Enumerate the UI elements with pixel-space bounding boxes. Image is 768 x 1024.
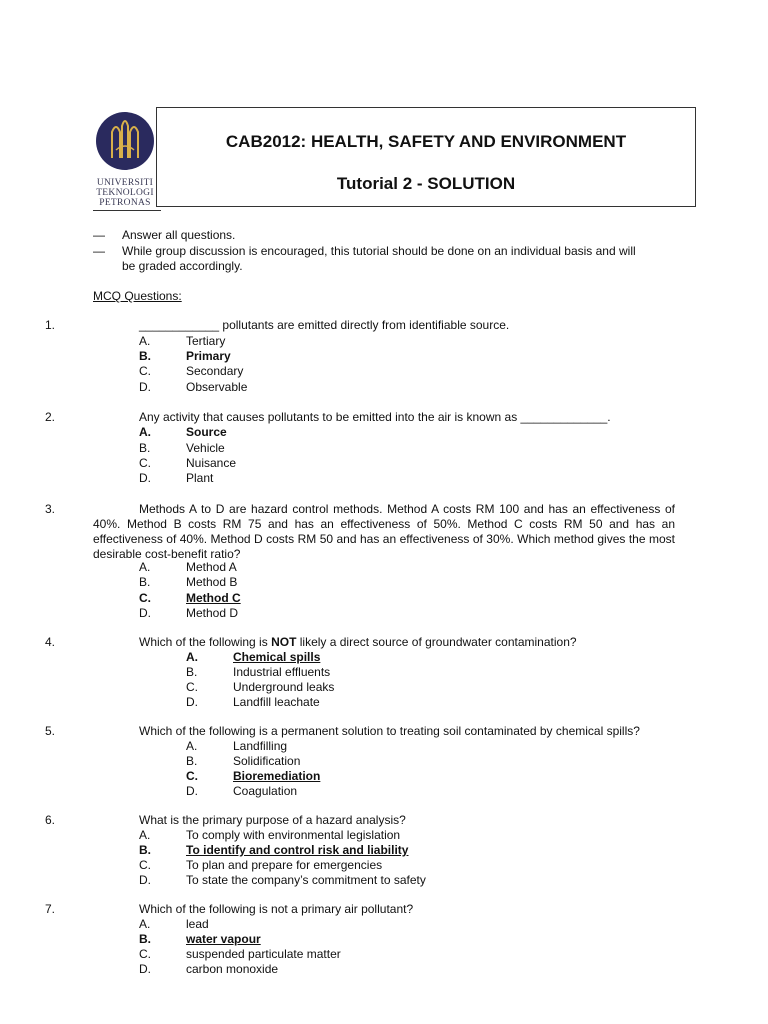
q6-option-b-letter: B. <box>139 843 151 857</box>
question-3-text: Methods A to D are hazard control methods. Method A costs RM 100 and has an effectiveness of 40%. Method B costs RM 75 and has an effectiveness of 50%. Method C costs RM 50 and has an effectiveness of 40%. Method D costs RM 50 and has an effectiveness of 30%. Which method gives the most desirable cost-benefit ratio? <box>93 502 675 561</box>
q4-option-a-text: Chemical spills <box>233 650 321 664</box>
question-2-text: Any activity that causes pollutants to be emitted into the air is known as _____________. <box>139 410 611 424</box>
q2-option-c-text: Nuisance <box>186 456 237 470</box>
question-4-number: 4. <box>45 635 56 649</box>
instruction-dash-2: — <box>93 244 105 258</box>
q1-option-b-letter: B. <box>139 349 151 363</box>
q4-option-c-text: Underground leaks <box>233 680 335 694</box>
question-4-text-after: likely a direct source of groundwater contamination? <box>296 635 577 649</box>
q2-option-d-letter: D. <box>139 471 151 485</box>
q7-option-c-letter: C. <box>139 947 151 961</box>
q5-option-d-text: Coagulation <box>233 784 298 798</box>
q1-option-a-letter: A. <box>139 334 151 348</box>
instruction-2: While group discussion is encouraged, this tutorial should be done on an individual basis and will <box>122 244 636 258</box>
question-7-text: Which of the following is not a primary air pollutant? <box>139 902 414 916</box>
question-4-text-before: Which of the following is <box>139 635 272 649</box>
tutorial-title: Tutorial 2 - SOLUTION <box>336 174 516 193</box>
question-6-number: 6. <box>45 813 56 827</box>
q5-option-b-letter: B. <box>186 754 198 768</box>
q1-option-d-text: Observable <box>186 380 248 394</box>
q3-option-b-text: Method B <box>186 575 238 589</box>
q6-option-c-text: To plan and prepare for emergencies <box>186 858 383 872</box>
q4-option-a-letter: A. <box>186 650 198 664</box>
q2-option-a-text: Source <box>186 425 227 439</box>
header-box <box>156 107 696 207</box>
q5-option-a-text: Landfilling <box>233 739 288 753</box>
q5-option-b-text: Solidification <box>233 754 301 768</box>
q1-option-a-text: Tertiary <box>186 334 226 348</box>
q5-option-c-letter: C. <box>186 769 198 783</box>
course-title: CAB2012: HEALTH, SAFETY AND ENVIRONMENT <box>225 132 627 151</box>
logo-text-line-3: PETRONAS <box>99 198 151 208</box>
q3-option-c-text: Method C <box>186 591 241 605</box>
q2-option-b-letter: B. <box>139 441 151 455</box>
question-4-text <box>139 635 577 649</box>
q3-option-d-text: Method D <box>186 606 239 620</box>
q6-option-d-text: To state the company’s commitment to safety <box>186 873 426 887</box>
q1-option-c-letter: C. <box>139 364 151 378</box>
q7-option-b-text: water vapour <box>186 932 261 946</box>
question-1-number: 1. <box>45 318 56 332</box>
q3-option-a-text: Method A <box>186 560 237 574</box>
question-5-number: 5. <box>45 724 56 738</box>
q2-option-d-text: Plant <box>186 471 214 485</box>
q1-option-b-text: Primary <box>186 349 231 363</box>
logo-underline <box>93 210 161 211</box>
instruction-1: Answer all questions. <box>122 228 236 242</box>
question-7-number: 7. <box>45 902 56 916</box>
q7-option-a-text: lead <box>186 917 209 931</box>
q3-option-a-letter: A. <box>139 560 151 574</box>
q4-option-c-letter: C. <box>186 680 198 694</box>
q4-option-d-letter: D. <box>186 695 198 709</box>
question-5-text: Which of the following is a permanent solution to treating soil contaminated by chemical spills? <box>139 724 640 738</box>
q2-option-b-text: Vehicle <box>186 441 225 455</box>
q3-option-b-letter: B. <box>139 575 151 589</box>
q2-option-a-letter: A. <box>139 425 151 439</box>
q7-option-d-letter: D. <box>139 962 151 976</box>
q6-option-d-letter: D. <box>139 873 151 887</box>
q3-option-c-letter: C. <box>139 591 151 605</box>
q6-option-b-text: To identify and control risk and liability <box>186 843 409 857</box>
q7-option-a-letter: A. <box>139 917 151 931</box>
mcq-heading: MCQ Questions: <box>93 289 182 303</box>
q3-option-d-letter: D. <box>139 606 151 620</box>
q6-option-a-letter: A. <box>139 828 151 842</box>
q4-option-b-letter: B. <box>186 665 198 679</box>
q2-option-c-letter: C. <box>139 456 151 470</box>
q5-option-a-letter: A. <box>186 739 198 753</box>
q6-option-a-text: To comply with environmental legislation <box>186 828 401 842</box>
q1-option-d-letter: D. <box>139 380 151 394</box>
question-2-number: 2. <box>45 410 56 424</box>
question-3-number: 3. <box>45 502 56 516</box>
logo-text-line-1: UNIVERSITI <box>96 178 154 188</box>
q7-option-d-text: carbon monoxide <box>186 962 279 976</box>
instruction-dash-1: — <box>93 228 105 242</box>
q4-option-d-text: Landfill leachate <box>233 695 320 709</box>
q5-option-d-letter: D. <box>186 784 198 798</box>
question-4-emphasis: NOT <box>271 635 297 649</box>
question-1-text: ____________ pollutants are emitted directly from identifiable source. <box>139 318 510 332</box>
q7-option-c-text: suspended particulate matter <box>186 947 341 961</box>
q4-option-b-text: Industrial effluents <box>233 665 331 679</box>
q5-option-c-text: Bioremediation <box>233 769 321 783</box>
q7-option-b-letter: B. <box>139 932 151 946</box>
university-logo <box>92 106 162 212</box>
question-6-text: What is the primary purpose of a hazard analysis? <box>139 813 406 827</box>
q6-option-c-letter: C. <box>139 858 151 872</box>
q1-option-c-text: Secondary <box>186 364 244 378</box>
utp-emblem-icon <box>92 106 158 176</box>
logo-text-line-2: TEKNOLOGI <box>96 188 154 198</box>
instruction-3: be graded accordingly. <box>122 259 243 273</box>
